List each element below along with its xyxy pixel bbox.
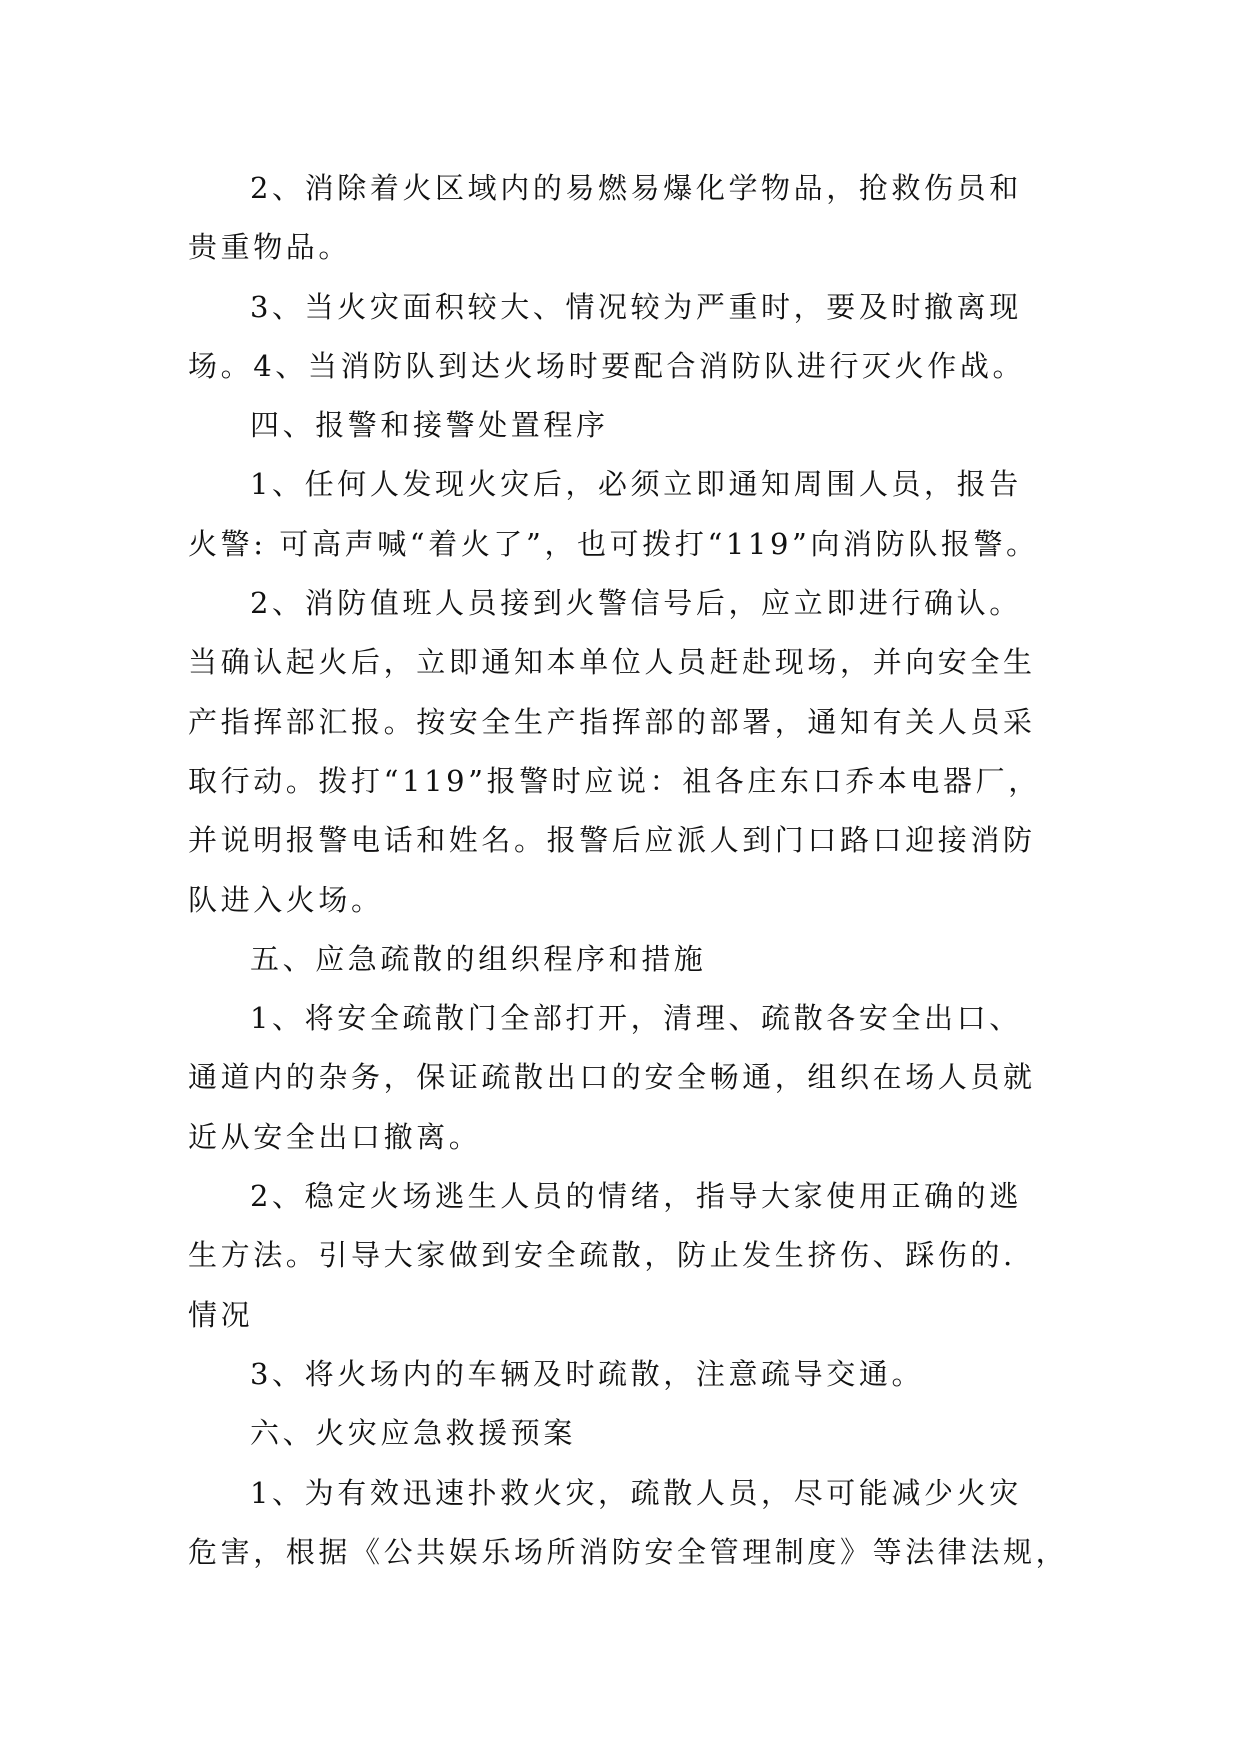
text-line: 3、当火灾面积较大、情况较为严重时，要及时撤离现 (250, 289, 1022, 324)
text-line: 产指挥部汇报。按安全生产指挥部的部署，通知有关人员采 (188, 704, 1036, 739)
text-line: 2、消除着火区域内的易燃易爆化学物品，抢救伤员和 (250, 171, 1022, 205)
text-line: 2、消防值班人员接到火警信号后，应立即进行确认。 (250, 586, 1022, 621)
text-line: 情况 (188, 1297, 254, 1332)
text-line: 取行动。拨打“119”报警时应说：祖各庄东口乔本电器厂， (188, 763, 1041, 798)
text-line: 2、稳定火场逃生人员的情绪，指导大家使用正确的逃 (250, 1179, 1022, 1214)
text-line: 危害，根据《公共娱乐场所消防安全管理制度》等法律法规， (188, 1534, 1069, 1569)
text-line: 3、将火场内的车辆及时疏散，注意疏导交通。 (250, 1356, 925, 1391)
text-line: 近从安全出口撤离。 (188, 1119, 482, 1154)
text-line: 1、任何人发现火灾后，必须立即通知周围人员，报告 (250, 467, 1022, 502)
text-line: 并说明报警电话和姓名。报警后应派人到门口路口迎接消防 (188, 823, 1036, 858)
text-line: 场。4、当消防队到达火场时要配合消防队进行灭火作战。 (188, 348, 1026, 383)
text-line: 队进入火场。 (188, 882, 384, 917)
text-line: 贵重物品。 (188, 230, 352, 265)
text-line: 火警: 可高声喊“着火了”，也可拨打“119”向消防队报警。 (188, 526, 1039, 561)
section-heading: 五、应急疏散的组织程序和措施 (250, 941, 707, 976)
text-line: 通道内的杂务，保证疏散出口的安全畅通，组织在场人员就 (188, 1060, 1036, 1095)
text-line: 1、为有效迅速扑救火灾，疏散人员，尽可能减少火灾 (250, 1475, 1022, 1510)
section-heading: 四、报警和接警处置程序 (250, 408, 609, 443)
text-line: 1、将安全疏散门全部打开，清理、疏散各安全出口、 (250, 1001, 1022, 1036)
text-line: 生方法。引导大家做到安全疏散，防止发生挤伤、踩伤的. (188, 1238, 1016, 1273)
section-heading: 六、火灾应急救援预案 (250, 1416, 577, 1451)
document-body (188, 159, 1069, 1582)
text-line: 当确认起火后，立即通知本单位人员赶赴现场，并向安全生 (188, 645, 1036, 680)
